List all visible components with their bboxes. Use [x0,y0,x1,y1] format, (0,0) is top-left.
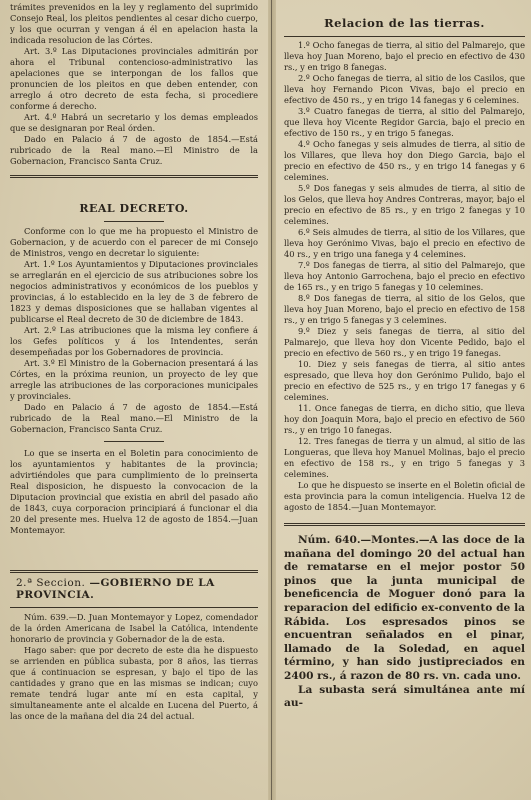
seccion-gobierno [10,577,258,722]
seccion-heading [16,577,258,601]
list-item: 3.º Cuatro fanegas de tierra, al sitio del Palmarejo, que lleva hoy Vicente Regidor Garcia, bajo el precio en efectivo de 150 rs., y en trigo 5 fanegas. [284,106,525,138]
section-divider [10,175,258,178]
list-item: 8.º Dos fanegas de tierra, al sitio de los Gelos, que lleva hoy Juan Moreno, bajo el precio en efectivo de 158 rs., y en trigo 5 fanegas y 3 celemines. [284,293,525,325]
paragraph: trámites prevenidos en la ley y reglamento del suprimido Consejo Real, los pleitos pendientes al cesar dicho cuerpo, y los que ocurran y vengan á él en apelacion hasta la indicada resolucion de las Córtes. [10,2,258,45]
list-item: 1.º Ocho fanegas de tierra, al sitio del Palmarejo, que lleva hoy Juan Moreno, bajo el precio en efectivo de 430 rs., y en trigo 8 fanegas. [284,40,525,72]
section-divider [284,523,525,526]
paragraph: Art. 3.º El Ministro de la Gobernacion presentará á las Córtes, en la próxima reunion, un proyecto de ley que arregle las atribuciones de las corporaciones municipales y provinciales. [10,358,258,401]
paragraph: Art. 1.º Los Ayuntamientos y Diputaciones provinciales se arreglarán en el ejercicio de sus atribuciones sobre los negocios administrativos y económicos de los pueblos y provincias, á lo establecido en la ley de 3 de febrero de 1823 y demas disposiciones que se hallaban vigentes al publicarse el Real decreto de 30 de diciembre de 1843. [10,259,258,324]
paragraph: Lo que he dispuesto se inserte en el Boletin oficial de esta provincia para la comun inteligencia. Huelva 12 de agosto de 1854.—Juan Montemayor. [284,480,525,512]
short-divider [104,441,164,442]
seccion-number: 2.ª Seccion. [16,577,86,589]
relacion-heading: Relacion de las tierras. [324,16,485,30]
heading-underline [284,36,525,37]
real-decreto [10,202,258,536]
paragraph: Art. 2.º Las atribuciones que la misma ley confiere á los Gefes políticos y á los Intendentes, serán desempeñadas por los Gobernadores de provincia. [10,325,258,357]
paragraph: Dado en Palacio á 7 de agosto de 1854.—Está rubricado de la Real mano.—El Ministro de la Gobernacion, Francisco Santa Cruz. [10,134,258,166]
left-top-article [10,2,258,167]
list-item: 5.º Dos fanegas y seis almudes de tierra, al sitio de los Gelos, que lleva hoy Andres Contreras, mayor, bajo el precio en efectivo de 85 rs., y en trigo 2 fanegas y 10 celemines. [284,183,525,226]
paragraph: Hago saber: que por decreto de este dia he dispuesto se arrienden en pública subasta, por 8 años, las tierras que á continuacion se espresan, y bajo el tipo de las cantidades y grano que en las mismas se indican; cuyo remate tendrá lugar ante mí en esta capital, y simultaneamente ante el alcalde en Lucena del Puerto, á las once de la mañana del dia 24 del actual. [10,645,258,721]
list-item: 7.º Dos fanegas de tierra, al sitio del Palmarejo, que lleva hoy Antonio Garrochena, bajo el precio en efectivo de 165 rs., y en trigo 5 fanegas y 10 celemines. [284,260,525,292]
paragraph: La subasta será simultánea ante mí au- [284,683,525,710]
relacion-list [284,40,525,513]
list-item: 4.º Ocho fanegas y seis almudes de tierra, al sitio de los Villares, que lleva hoy don Diego Garcia, bajo el precio en efectivo de 450 rs., y en trigo 14 fanegas y 6 celemines. [284,139,525,182]
section-divider [10,570,258,573]
list-item: 12. Tres fanegas de tierra y un almud, al sitio de las Longueras, que lleva hoy Manuel Molinas, bajo el precio en efectivo de 158 rs., y en trigo 5 fanegas y 3 celemines. [284,436,525,479]
real-decreto-heading: REAL DECRETO. [79,202,189,215]
list-item: 10. Diez y seis fanegas de tierra, al sitio antes espresado, que lleva hoy don Gerónimo Pulido, bajo el precio en efectivo de 525 rs., y en trigo 17 fanegas y 6 celemines. [284,359,525,402]
list-item: 6.º Seis almudes de tierra, al sitio de los Villares, que lleva hoy Gerónimo Vivas, bajo el precio en efectivo de 40 rs., y en trigo una fanega y 4 celemines. [284,227,525,259]
right-column [278,0,531,800]
list-item: 9.º Diez y seis fanegas de tierra, al sitio del Palmarejo, que lleva hoy don Vicente Pedido, bajo el precio en efectivo de 560 rs., y en trigo 19 fanegas. [284,326,525,358]
paragraph: Art. 4.º Habrá un secretario y los demas empleados que se designaran por Real órden. [10,112,258,133]
anuncio-montes [284,534,525,711]
paragraph: Núm. 640.—Montes.—A las doce de la mañana del domingo 20 del actual han de rematarse en el mejor postor 50 pinos que la junta municipal de beneficencia de Moguer donó para la reparacion del edificio ex-convento de la Rábida. Los espresados pinos se encuentran señalados en el pinar, llamado de la Soledad, en aquel término, y han sido justipreciados en 2400 rs., á razon de 80 rs. vn. cada uno. [284,534,525,682]
list-item: 2.º Ocho fanegas de tierra, al sitio de los Casilos, que lleva hoy Fernando Picon Vivas, bajo el precio en efectivo de 450 rs., y en trigo 14 fanegas y 6 celemines. [284,73,525,105]
seccion-title: —GOBIERNO DE LA PROVINCIA. [16,577,215,601]
heading-underline [10,607,258,608]
list-item: 11. Once fanegas de tierra, en dicho sitio, que lleva hoy don Joaquin Mora, bajo el precio en efectivo de 560 rs., y en trigo 10 fanegas. [284,403,525,435]
paragraph: Lo que se inserta en el Boletin para conocimiento de los ayuntamientos y habitantes de la provincia; advirtiéndoles que para cumplimiento de lo preinserta Real disposicion, he dispuesto la convocacion de la Diputacion provincial que existia en abril del pasado año de 1843, cuya corporacion principiará á funcionar el dia 20 del presente mes. Huelva 12 de agosto de 1854.—Juan Montemayor. [10,448,258,535]
paragraph: Conforme con lo que me ha propuesto el Ministro de Gobernacion, y de acuerdo con el parecer de mi Consejo de Ministros, vengo en decretar lo siguiente: [10,226,258,258]
paragraph: Art. 3.º Las Diputaciones provinciales admitirán por ahora el Tribunal contencioso-administrativo las apelaciones que se interpongan de los fallos que pronuncien de los pleitos en que deben entender, con arreglo á otro decreto de esta fecha, si procediere conforme á derecho. [10,46,258,111]
paragraph: Núm. 639.—D. Juan Montemayor y Lopez, comendador de la órden Americana de Isabel la Católica, intendente honorario de provincia y Gobernador de la de esta. [10,612,258,644]
paragraph: Dado en Palacio á 7 de agosto de 1854.—Está rubricado de la Real mano.—El Ministro de la Gobernacion, Francisco Santa Cruz. [10,402,258,434]
heading-underline [104,221,164,222]
column-rule [268,0,276,800]
